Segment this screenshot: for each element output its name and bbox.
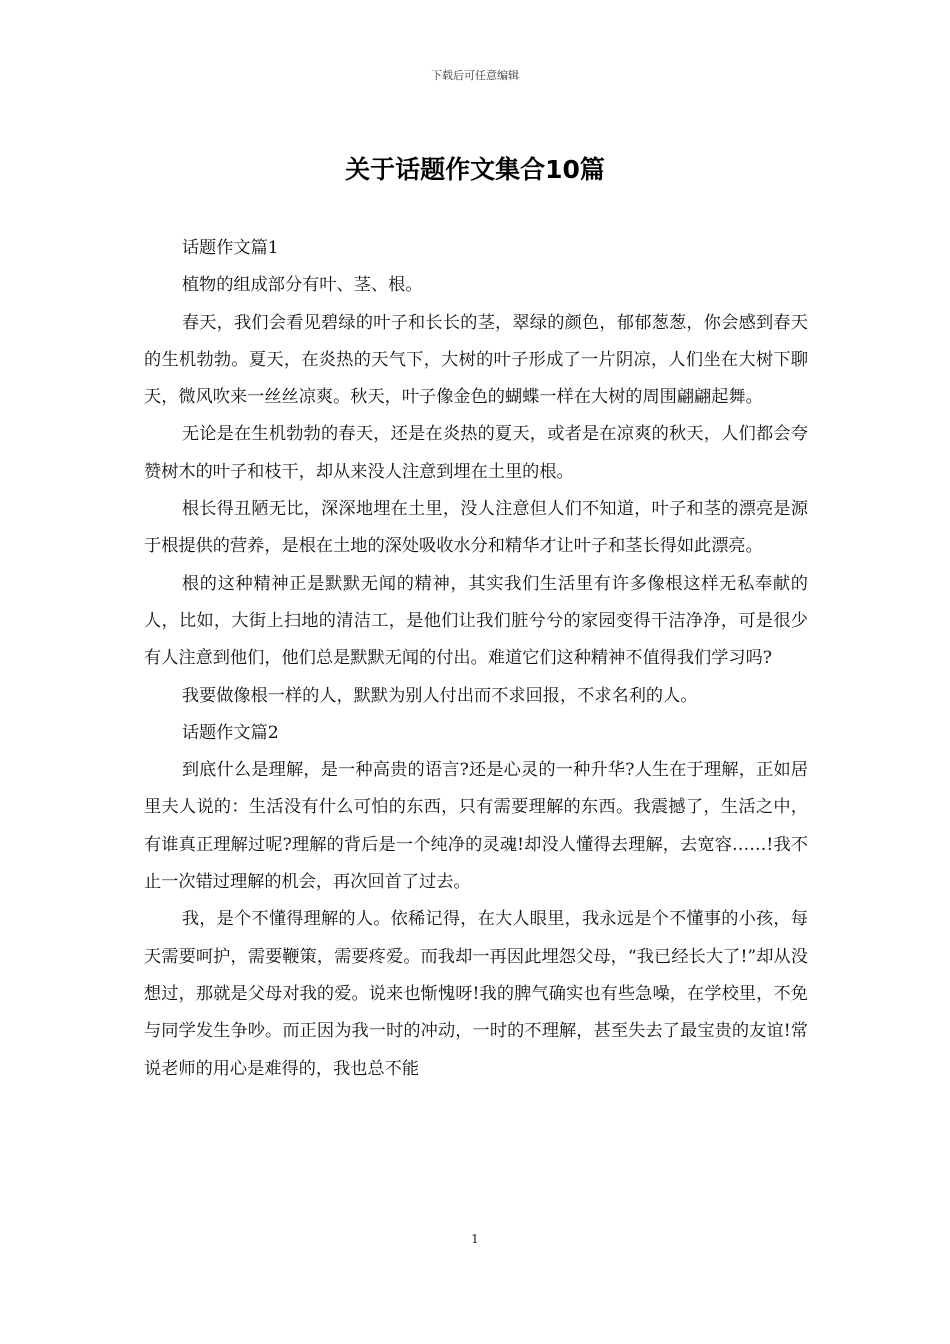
paragraph: 无论是在生机勃勃的春天，还是在炎热的夏天，或者是在凉爽的秋天，人们都会夸赞树木的叶子和枝干，却从来没人注意到埋在土里的根。 bbox=[144, 424, 808, 482]
paragraph: 根长得丑陋无比，深深地埋在土里，没人注意但人们不知道，叶子和茎的漂亮是源于根提供的营养，是根在土地的深处吸收水分和精华才让叶子和茎长得如此漂亮。 bbox=[144, 499, 808, 557]
paragraph: 到底什么是理解，是一种高贵的语言?还是心灵的一种升华?人生在于理解，正如居里夫人说的：生活没有什么可怕的东西，只有需要理解的东西。我震撼了，生活之中，有谁真正理解过呢?理解的背后是一个纯净的灵魂!却没人懂得去理解，去宽容……!我不止一次错过理解的机会，再次回首了过去。 bbox=[144, 760, 808, 893]
section-heading: 话题作文篇2 bbox=[181, 722, 279, 743]
paragraph: 植物的组成部分有叶、茎、根。 bbox=[181, 275, 423, 296]
document-title: 关于话题作文集合10篇 bbox=[345, 155, 605, 184]
paragraph: 根的这种精神正是默默无闻的精神，其实我们生活里有许多像根这样无私奉献的人，比如，大街上扫地的清洁工，是他们让我们脏兮兮的家园变得干洁净净，可是很少有人注意到他们，他们总是默默无闻的付出。难道它们这种精神不值得我们学习吗? bbox=[144, 573, 808, 669]
paragraph: 我要做像根一样的人，默默为别人付出而不求回报，不求名利的人。 bbox=[181, 685, 698, 706]
document-body bbox=[144, 230, 808, 1088]
paragraph: 我，是个不懂得理解的人。依稀记得，在大人眼里，我永远是个不懂事的小孩，每天需要呵护，需要鞭策，需要疼爱。而我却一再因此埋怨父母，“我已经长大了!”却从没想过，那就是父母对我的爱。说来也惭愧呀!我的脾气确实也有些急噪，在学校里，不免与同学发生争吵。而正因为我一时的冲动，一时的不理解，甚至失去了最宝贵的友谊!常说老师的用心是难得的，我也总不能 bbox=[144, 909, 808, 1079]
page-number: 1 bbox=[471, 1232, 479, 1246]
page-header: 下载后可任意编辑 bbox=[431, 69, 519, 82]
paragraph: 春天，我们会看见碧绿的叶子和长长的茎，翠绿的颜色，郁郁葱葱，你会感到春天的生机勃勃。夏天，在炎热的天气下，大树的叶子形成了一片阴凉，人们坐在大树下聊天，微风吹来一丝丝凉爽。秋天，叶子像金色的蝴蝶一样在大树的周围翩翩起舞。 bbox=[144, 312, 808, 408]
section-heading: 话题作文篇1 bbox=[181, 238, 279, 258]
